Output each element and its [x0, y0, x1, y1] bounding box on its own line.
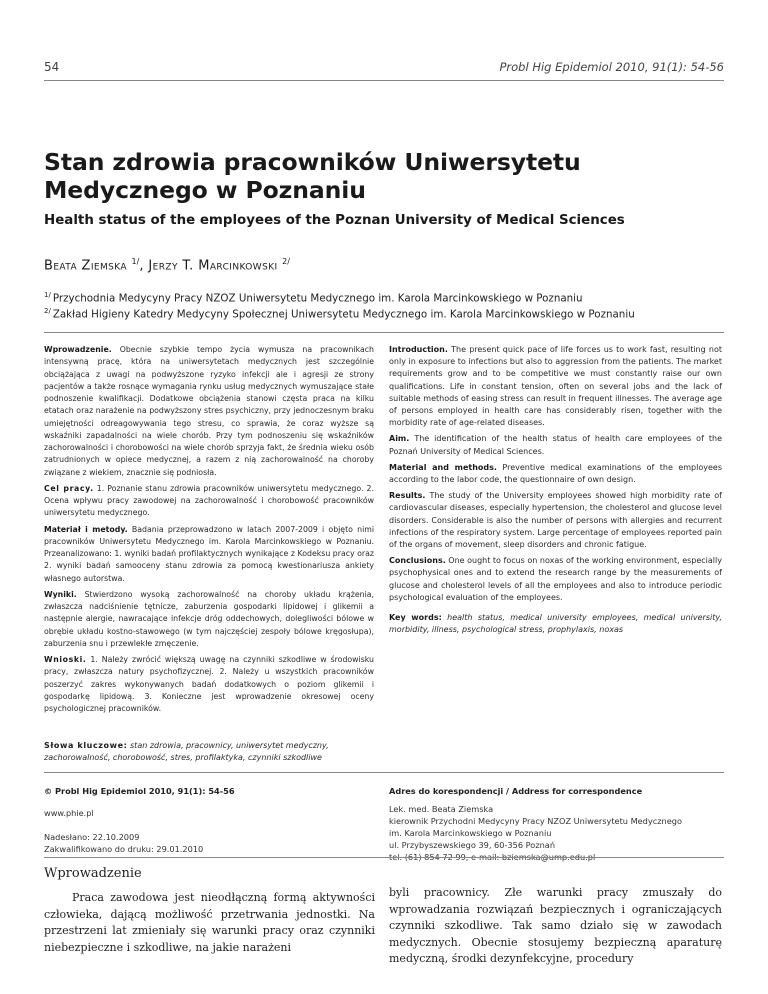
author-name: Beata Ziemska [44, 258, 127, 274]
body-divider [44, 857, 724, 858]
header-divider [44, 80, 724, 81]
abstract-aim [44, 483, 374, 520]
abstract-methods [389, 462, 722, 486]
journal-citation-header: Probl Hig Epidemiol 2010, 91(1): 54-56 [499, 60, 724, 74]
abstract-aim [389, 433, 722, 457]
abstract-introduction [44, 344, 374, 479]
body-column-left [44, 866, 375, 956]
abstract-conclusions [389, 555, 722, 604]
section-text: The study of the University employees showed high morbidity rate of cardiovascular diseases, especially hypertension, the cholesterol and glucose level disorders. Considerable is also the number of persons with allergies and recurrent infections of the respiratory system. Large percentage of employees reported pain of the organs of movement, sleep disorders and chronic fatigue. [389, 491, 722, 550]
section-text: Stwierdzono wysoką zachorowalność na choroby układu krążenia, zwłaszcza nadciśnienie tętnicze, zaburzenia gospodarki lipidowej i glikemii a następnie alergie, nawracające infekcje dróg oddechowych, dolegliwości bólowe w obrębie układu kostno-stawowego (w tym najczęściej zespoły bólowe kręgosłupa), zaburzenia snu i przewlekłe zmęczenie. [44, 589, 374, 648]
section-text: Badania przeprowadzono w latach 2007-2009 i objęto nimi pracowników Uniwersytetu Medycznego im. Karola Marcinkowskiego w Poznaniu. Przeanalizowano: 1. wyniki badań profilaktycznych wynikające z Kodeksu pracy oraz 2. wyniki badań samooceny stanu zdrowia za pomocą kwestionariusza ankiety własnego autorstwa. [44, 524, 375, 583]
keywords-label: Słowa kluczowe: [44, 741, 128, 750]
accepted-date: Zakwalifikowano do druku: 29.01.2010 [44, 844, 204, 854]
publication-info [44, 785, 374, 855]
body-paragraph: byli pracownicy. Złe warunki pracy zmuszały do wprowadzania rozwiązań bezpiecznych i ograniczających czynniki szkodliwe. Tak samo działo się w zawodach medycznych. Obecnie stosujemy bezpieczną aparaturę medyczną, środki dezynfekcyjne, procedury [389, 886, 722, 966]
article-title-english: Health status of the employees of the Poznan University of Medical Sciences [44, 213, 625, 228]
copyright-citation: © Probl Hig Epidemiol 2010, 91(1): 54-56 [44, 786, 235, 796]
section-label: Aim. [389, 434, 410, 444]
body-paragraph: Praca zawodowa jest nieodłączną formą aktywności człowieka, dającą możliwość przetrwania jednostki. Na przestrzeni lat zmieniały się warunki pracy oraz czynniki niebezpieczne i szkodliwe, na jakie narażeni [44, 891, 375, 954]
author-list [44, 257, 290, 273]
abstract-results [389, 490, 722, 551]
page-number: 54 [44, 60, 60, 74]
correspondence-line: kierownik Przychodni Medycyny Pracy NZOZ Uniwersytetu Medycznego [389, 816, 682, 826]
keywords-text: health status, medical university employees, medical university, morbidity, illness, psychological stress, prophylaxis, noxas [389, 613, 722, 635]
section-label: Material and methods. [389, 462, 497, 472]
section-heading: Wprowadzenie [44, 866, 142, 881]
correspondence-line: Lek. med. Beata Ziemska [389, 804, 494, 814]
section-label: Cel pracy. [44, 483, 94, 493]
section-label: Wnioski. [44, 655, 87, 664]
abstract-english [389, 344, 722, 640]
affiliation-mark: 2/ [44, 307, 51, 315]
correspondence-heading: Adres do korespondencji / Address for correspondence [389, 786, 643, 796]
correspondence-line: ul. Przybyszewskiego 39, 60-356 Poznań [389, 840, 556, 850]
author-name: Jerzy T. Marcinkowski [148, 258, 278, 274]
abstract-polish [44, 344, 374, 719]
body-column-right [389, 885, 722, 968]
section-label: Results. [389, 491, 426, 501]
abstract-divider-bottom [44, 772, 724, 773]
abstract-methods [44, 524, 374, 585]
section-text: Obecnie szybkie tempo życia wymusza na pracownikach intensywną pracę, która na uniwersytetach medycznych jest szczególnie obciążająca z uwagi na podwyższone ryzyko infekcji ale i agresji ze strony pacjentów a także rosnące wymagania rynku usług medycznych wymuszające stałe podnoszenie kwalifikacji. Dodatkowe obciążenia stanowi częsta praca na kilku etatach oraz narażenie na podwyższony stres psychiczny, przy jednoczesnym braku umiejętności odreagowywania tego stresu, co sprawia, że coraz wyższe są wskaźniki zapadalności na wiele chorób. Przy tym podnoszeniu się wskaźników zachorowalności i chorobowości na wiele chorób sprzyja fakt, że średnia wieku osób zatrudnionych w opiece medycznej, a razem z nią zachorowalność na choroby związane z wiekiem, znacznie się podniosła. [44, 345, 374, 477]
correspondence-line: im. Karola Marcinkowskiego w Poznaniu [389, 828, 552, 838]
abstract-divider-top [44, 332, 724, 333]
section-text: 1. Poznanie stanu zdrowia pracowników uniwersytetu medycznego. 2. Ocena wpływu pracy zawodowej na zachorowalność i chorobowość pracowników uniwersytetu medycznego. [44, 483, 374, 518]
section-label: Introduction. [389, 345, 448, 354]
journal-website-link[interactable]: www.phie.pl [44, 808, 94, 818]
abstract-results [44, 589, 374, 650]
affiliation [44, 291, 744, 304]
section-text: One ought to focus on noxas of the working environment, especially psychophysical ones and to extend the research range by the measurements of glucose and cholesterol levels of all the employees and also to introduce periodic psychological evaluation of the employees. [389, 556, 722, 602]
author-affiliation-mark: 2/ [282, 257, 290, 266]
section-text: Preventive medical examinations of the employees according to the labor code, the questionnaire of own design. [389, 462, 723, 485]
author-separator: , [139, 258, 149, 274]
affiliation [44, 307, 744, 320]
section-label: Wprowadzenie. [44, 345, 112, 354]
abstract-conclusions [44, 654, 374, 715]
keywords-english [389, 612, 722, 636]
correspondence-address [389, 785, 729, 863]
received-date: Nadesłano: 22.10.2009 [44, 832, 140, 842]
section-text: 1. Należy zwrócić większą uwagę na czynniki szkodliwe w środowisku pracy, zwłaszcza natury psychofizycznej. 2. Należy u wszystkich pracowników poszerzyć zakres wykonywanych badań dodatkowych o poziom glikemii i gospodarkę lipidową. 3. Konieczne jest wprowadzenie okresowej oceny psychologicznej pracowników. [44, 655, 374, 713]
section-text: The present quick pace of life forces us to work fast, resulting not only in exposure to infections but also to aggression from the patients. The market requirements grow and to be competitive we must constantly raise our own qualifications. Life in constant tension, often on several jobs and the lack of suitable methods of easing stress can result in frequent illnesses. The average age of persons employed in health care has considerably risen, together with the morbidity rate of age-related diseases. [389, 345, 722, 428]
keywords-polish [44, 740, 384, 764]
section-label: Materiał i metody. [44, 524, 128, 534]
keywords-text: stan zdrowia, pracownicy, uniwersytet medyczny, zachorowalność, chorobowość, stres, profilaktyka, czynniki szkodliwe [44, 741, 329, 763]
author-affiliation-mark: 1/ [131, 257, 140, 266]
affiliation-mark: 1/ [44, 291, 51, 299]
article-title: Stan zdrowia pracowników Uniwersytetu Medycznego w Poznaniu [44, 148, 581, 204]
section-label: Wyniki. [44, 589, 77, 599]
affiliation-text: Zakład Higieny Katedry Medycyny Społecznej Uniwersytetu Medycznego im. Karola Marcinkowskiego w Poznaniu [52, 308, 635, 321]
correspondence-line: tel. (61) 854 72 99, e-mail: bziemska@ump.edu.pl [389, 852, 596, 862]
keywords-label: Key words: [389, 613, 442, 623]
abstract-introduction [389, 344, 722, 429]
section-label: Conclusions. [389, 556, 446, 566]
section-text: The identification of the health status of health care employees of the Poznań University of Medical Sciences. [389, 434, 723, 456]
affiliation-text: Przychodnia Medycyny Pracy NZOZ Uniwersytetu Medycznego im. Karola Marcinkowskiego w Poznaniu [52, 292, 583, 305]
